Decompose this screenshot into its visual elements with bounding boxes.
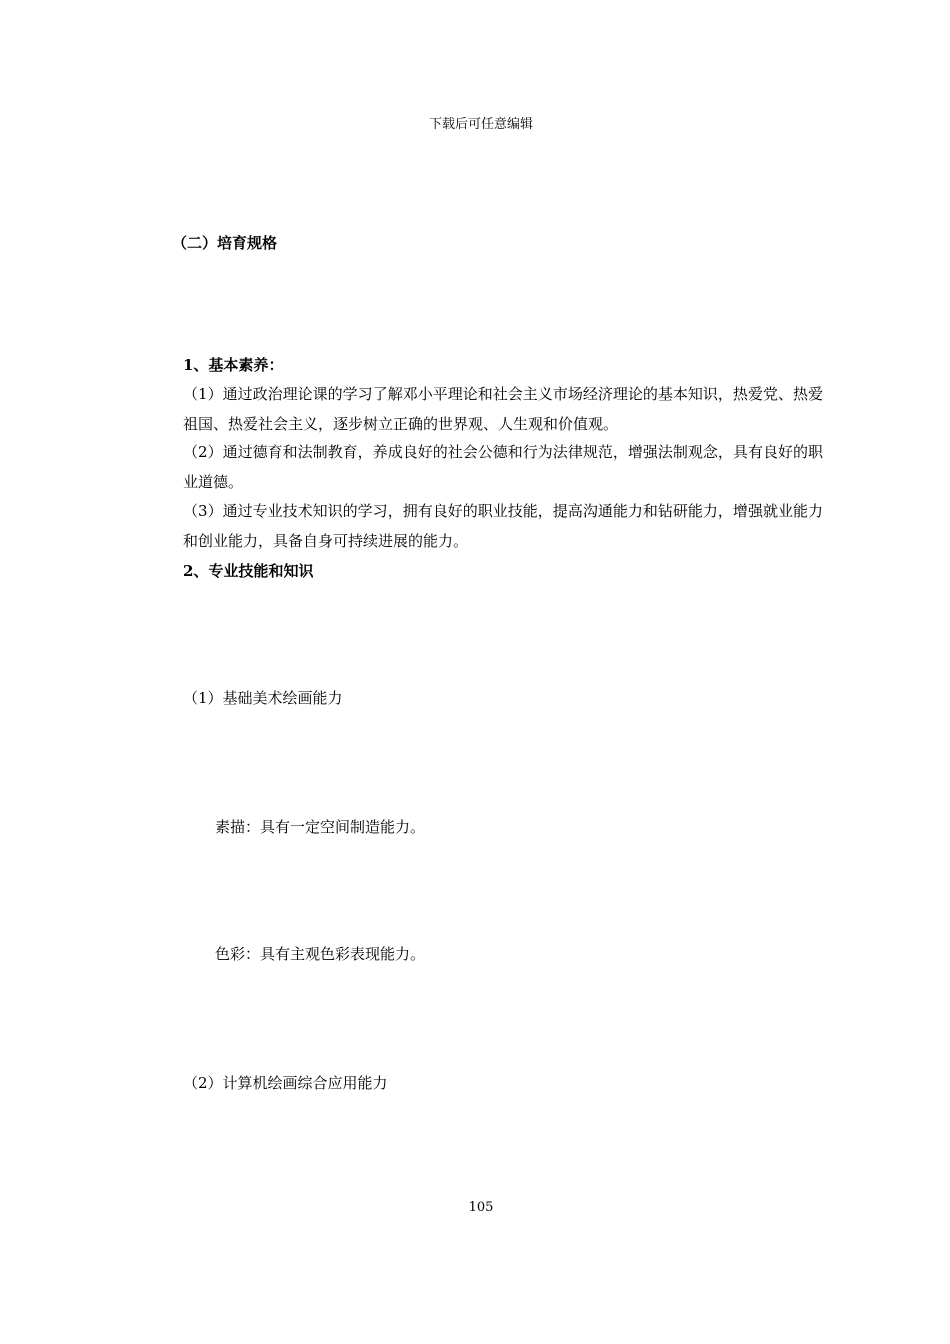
computer-drawing-title: （2）计算机绘画综合应用能力 xyxy=(183,1074,388,1092)
section-title: （二）培育规格 xyxy=(172,234,278,252)
sketch-ability: 素描：具有一定空间制造能力。 xyxy=(215,818,426,836)
basic-quality-item-2: （2）通过德育和法制教育，养成良好的社会公德和行为法律规范，增强法制观念，具有良好的职业道德。 xyxy=(183,443,823,491)
header-note: 下载后可任意编辑 xyxy=(428,117,533,132)
color-ability: 色彩：具有主观色彩表现能力。 xyxy=(215,945,426,963)
art-ability-title: （1）基础美术绘画能力 xyxy=(183,689,343,707)
basic-quality-item-3: （3）通过专业技术知识的学习，拥有良好的职业技能，提高沟通能力和钻研能力，增强就业能力和创业能力，具备自身可持续进展的能力。 xyxy=(183,502,823,550)
page-number: 105 xyxy=(468,1200,494,1215)
basic-quality-heading: 1、基本素养： xyxy=(183,356,284,374)
skills-heading: 2、专业技能和知识 xyxy=(183,562,314,580)
basic-quality-item-1: （1）通过政治理论课的学习了解邓小平理论和社会主义市场经济理论的基本知识，热爱党、热爱祖国、热爱社会主义，逐步树立正确的世界观、人生观和价值观。 xyxy=(183,385,823,433)
